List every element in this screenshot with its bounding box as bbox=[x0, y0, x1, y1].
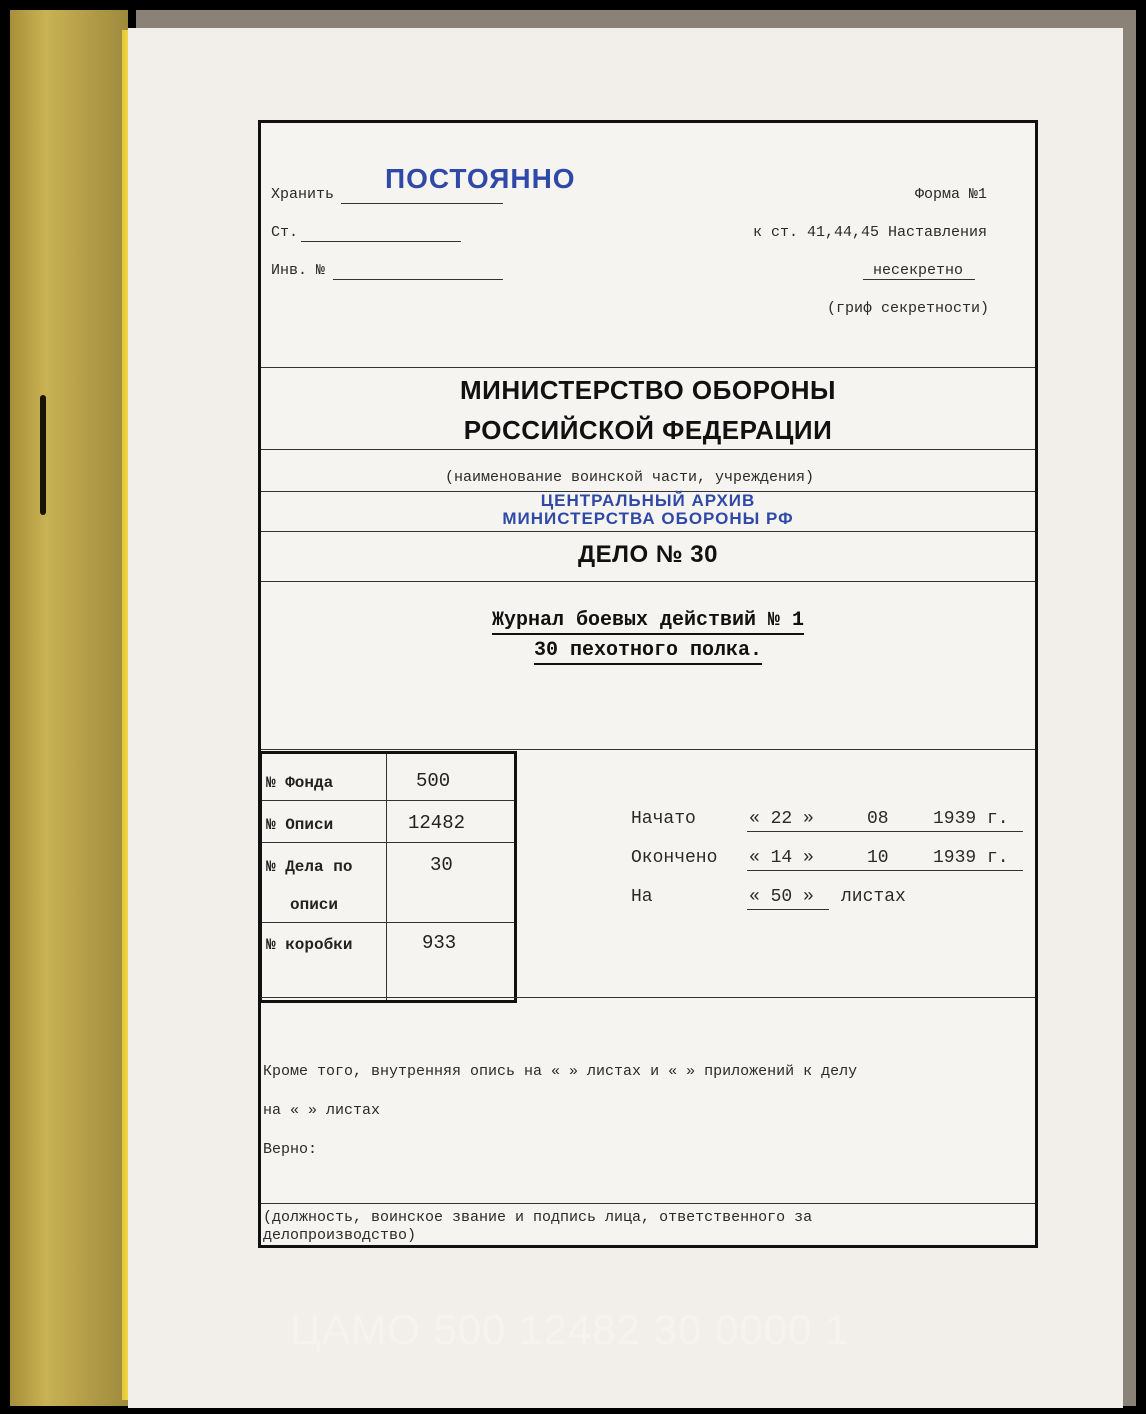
case-subject-line2: 30 пехотного полка. bbox=[534, 639, 762, 665]
st-underline bbox=[301, 241, 461, 242]
fond-label: № Фонда bbox=[266, 774, 334, 792]
started-month: 08 bbox=[867, 809, 889, 829]
keep-label: Хранить bbox=[271, 186, 335, 203]
divider bbox=[261, 367, 1035, 368]
case-subject-line1-wrap bbox=[261, 609, 1035, 632]
box-label: № коробки bbox=[266, 936, 353, 954]
st-reference: к ст. 41,44,45 Наставления bbox=[753, 224, 988, 241]
secrecy-value: несекретно bbox=[873, 262, 964, 279]
folder-spine bbox=[10, 10, 128, 1406]
divider bbox=[261, 449, 1035, 450]
delo-label-cont: описи bbox=[290, 896, 339, 914]
form-label: Форма №1 bbox=[915, 186, 988, 203]
divider bbox=[261, 1203, 1035, 1204]
box-value: 933 bbox=[422, 932, 457, 954]
verified-label: Верно: bbox=[263, 1141, 318, 1158]
inv-underline bbox=[333, 279, 503, 280]
table-row-divider bbox=[262, 842, 514, 843]
ended-label: Окончено bbox=[631, 848, 718, 868]
responsible-caption-line2: делопроизводство) bbox=[263, 1227, 417, 1244]
case-subject-line2-wrap bbox=[261, 639, 1035, 662]
institution-caption: (наименование воинской части, учреждения) bbox=[445, 469, 815, 486]
case-title: ДЕЛО № 30 bbox=[578, 541, 718, 568]
case-subject-line1: Журнал боевых действий № 1 bbox=[492, 609, 804, 635]
institution-line2: РОССИЙСКОЙ ФЕДЕРАЦИИ bbox=[463, 415, 833, 445]
ended-year: 1939 г. bbox=[933, 848, 1009, 868]
st-label: Ст. bbox=[271, 224, 299, 241]
spine-slit bbox=[40, 395, 46, 515]
keep-stamp: ПОСТОЯННО bbox=[385, 163, 576, 194]
opis-value: 12482 bbox=[408, 812, 466, 834]
case-cover-form bbox=[258, 120, 1038, 1248]
started-year: 1939 г. bbox=[933, 809, 1009, 829]
divider bbox=[261, 997, 1035, 998]
divider bbox=[261, 531, 1035, 532]
archive-codes-table bbox=[259, 751, 517, 1003]
divider bbox=[261, 749, 1035, 750]
institution-line1: МИНИСТЕРСТВО ОБОРОНЫ bbox=[459, 375, 837, 405]
table-row-divider bbox=[262, 800, 514, 801]
keep-underline bbox=[341, 203, 503, 204]
responsible-caption-line1: (должность, воинское звание и подпись лица, ответственного за bbox=[263, 1209, 813, 1226]
ended-day: « 14 » bbox=[749, 848, 814, 868]
extra-inventory-line2: на « » листах bbox=[263, 1102, 381, 1119]
started-label: Начато bbox=[631, 809, 696, 829]
inv-label: Инв. № bbox=[271, 262, 326, 279]
table-row-divider bbox=[262, 922, 514, 923]
fond-value: 500 bbox=[416, 770, 451, 792]
table-column-separator bbox=[386, 754, 387, 1000]
ended-underline bbox=[747, 870, 1023, 871]
sheets-label: листах bbox=[841, 887, 906, 907]
extra-inventory-line1: Кроме того, внутренняя опись на « » листах и « » приложений к делу bbox=[263, 1063, 858, 1080]
divider bbox=[261, 581, 1035, 582]
sheets-count: « 50 » bbox=[749, 887, 814, 907]
secrecy-caption: (гриф секретности) bbox=[827, 300, 990, 317]
secrecy-underline bbox=[863, 279, 975, 280]
archive-stamp-line1: ЦЕНТРАЛЬНЫЙ АРХИВ bbox=[540, 491, 756, 510]
archive-watermark: ЦАМО 500 12482 30 0000 1 bbox=[290, 1306, 850, 1353]
delo-label: № Дела по bbox=[266, 858, 353, 876]
started-underline bbox=[747, 831, 1023, 832]
delo-value: 30 bbox=[430, 854, 453, 876]
archive-stamp-line2: МИНИСТЕРСТВА ОБОРОНЫ РФ bbox=[502, 509, 794, 528]
opis-label: № Описи bbox=[266, 816, 334, 834]
started-day: « 22 » bbox=[749, 809, 814, 829]
sheets-underline bbox=[747, 909, 829, 910]
ended-month: 10 bbox=[867, 848, 889, 868]
on-label: На bbox=[631, 887, 653, 907]
